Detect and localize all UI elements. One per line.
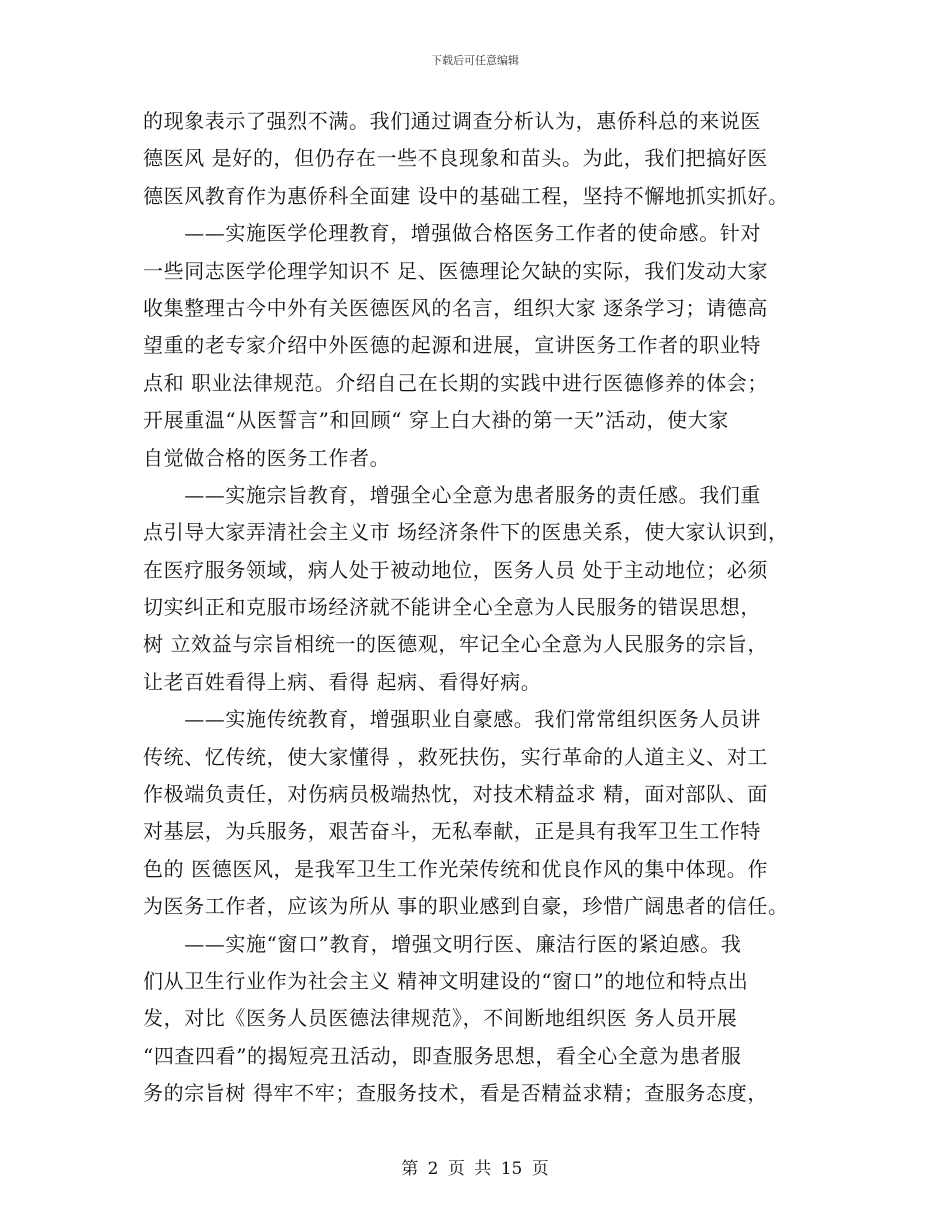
text-line: 在医疗服务领域，病人处于被动地位，医务人员 处于主动地位；必须 <box>143 557 768 582</box>
text-line: ——实施“窗口”教育，增强文明行医、廉洁行医的紧迫感。我 <box>143 931 742 956</box>
text-line: 对基层，为兵服务，艰苦奋斗，无私奉献，正是具有我军卫生工作特 <box>143 819 761 844</box>
text-line: 作极端负责任，对伤病员极端热忱，对技术精益求 精，面对部队、面 <box>143 782 768 807</box>
text-line: ——实施宗旨教育，增强全心全意为患者服务的责任感。我们重 <box>143 482 761 507</box>
text-line: 让老百姓看得上病、看得 起病、看得好病。 <box>143 669 542 694</box>
page-header: 下载后可任意编辑 <box>431 54 519 67</box>
text-line: 传统、忆传统，使大家懂得 ，救死扶伤，实行革命的人道主义、对工 <box>143 744 768 769</box>
text-line: 收集整理古今中外有关医德医风的名言，组织大家 逐条学习；请德高 <box>143 295 768 320</box>
page-number-footer: 第 2 页 共 15 页 <box>401 1159 549 1179</box>
text-line: “四查四看”的揭短亮丑活动，即查服务思想，看全心全意为患者服 <box>143 1043 742 1068</box>
text-line: 务的宗旨树 得牢不牢；查服务技术，看是否精益求精；查服务态度， <box>143 1081 768 1106</box>
text-line: ——实施传统教育，增强职业自豪感。我们常常组织医务人员讲 <box>143 707 761 732</box>
text-line: 一些同志医学伦理学知识不 足、医德理论欠缺的实际，我们发动大家 <box>143 258 768 283</box>
text-line: 切实纠正和克服市场经济就不能讲全心全意为人民服务的错误思想， <box>143 595 761 620</box>
text-line: 的现象表示了强烈不满。我们通过调查分析认为，惠侨科总的来说医 <box>143 109 761 133</box>
text-line: 自觉做合格的医务工作者。 <box>143 445 391 470</box>
text-line: 们从卫生行业作为社会主义 精神文明建设的“窗口”的地位和特点出 <box>143 968 749 993</box>
text-line: 德医风 是好的，但仍存在一些不良现象和苗头。为此，我们把搞好医 <box>143 146 768 171</box>
document-body <box>143 103 818 1113</box>
text-line: 色的 医德医风，是我军卫生工作光荣传统和优良作风的集中体现。作 <box>143 856 768 881</box>
text-line: 发，对比《医务人员医德法律规范》，不间断地组织医 务人员开展 <box>143 1006 738 1031</box>
text-line: 树 立效益与宗旨相统一的医德观，牢记全心全意为人民服务的宗旨， <box>143 632 768 657</box>
text-line: 点和 职业法律规范。介绍自己在长期的实践中进行医德修养的体会； <box>143 370 768 395</box>
text-line: 点引导大家弄清社会主义市 场经济条件下的医患关系，使大家认识到， <box>143 520 789 545</box>
text-line: 望重的老专家介绍中外医德的起源和进展，宣讲医务工作者的职业特 <box>143 333 761 358</box>
text-line: ——实施医学伦理教育，增强做合格医务工作者的使命感。针对 <box>143 221 761 246</box>
text-line: 为医务工作者，应该为所从 事的职业感到自豪，珍惜广阔患者的信任。 <box>143 894 789 919</box>
text-line: 德医风教育作为惠侨科全面建 设中的基础工程，坚持不懈地抓实抓好。 <box>143 183 789 208</box>
text-line: 开展重温“从医誓言”和回顾“ 穿上白大褂的第一天”活动，使大家 <box>143 408 729 433</box>
